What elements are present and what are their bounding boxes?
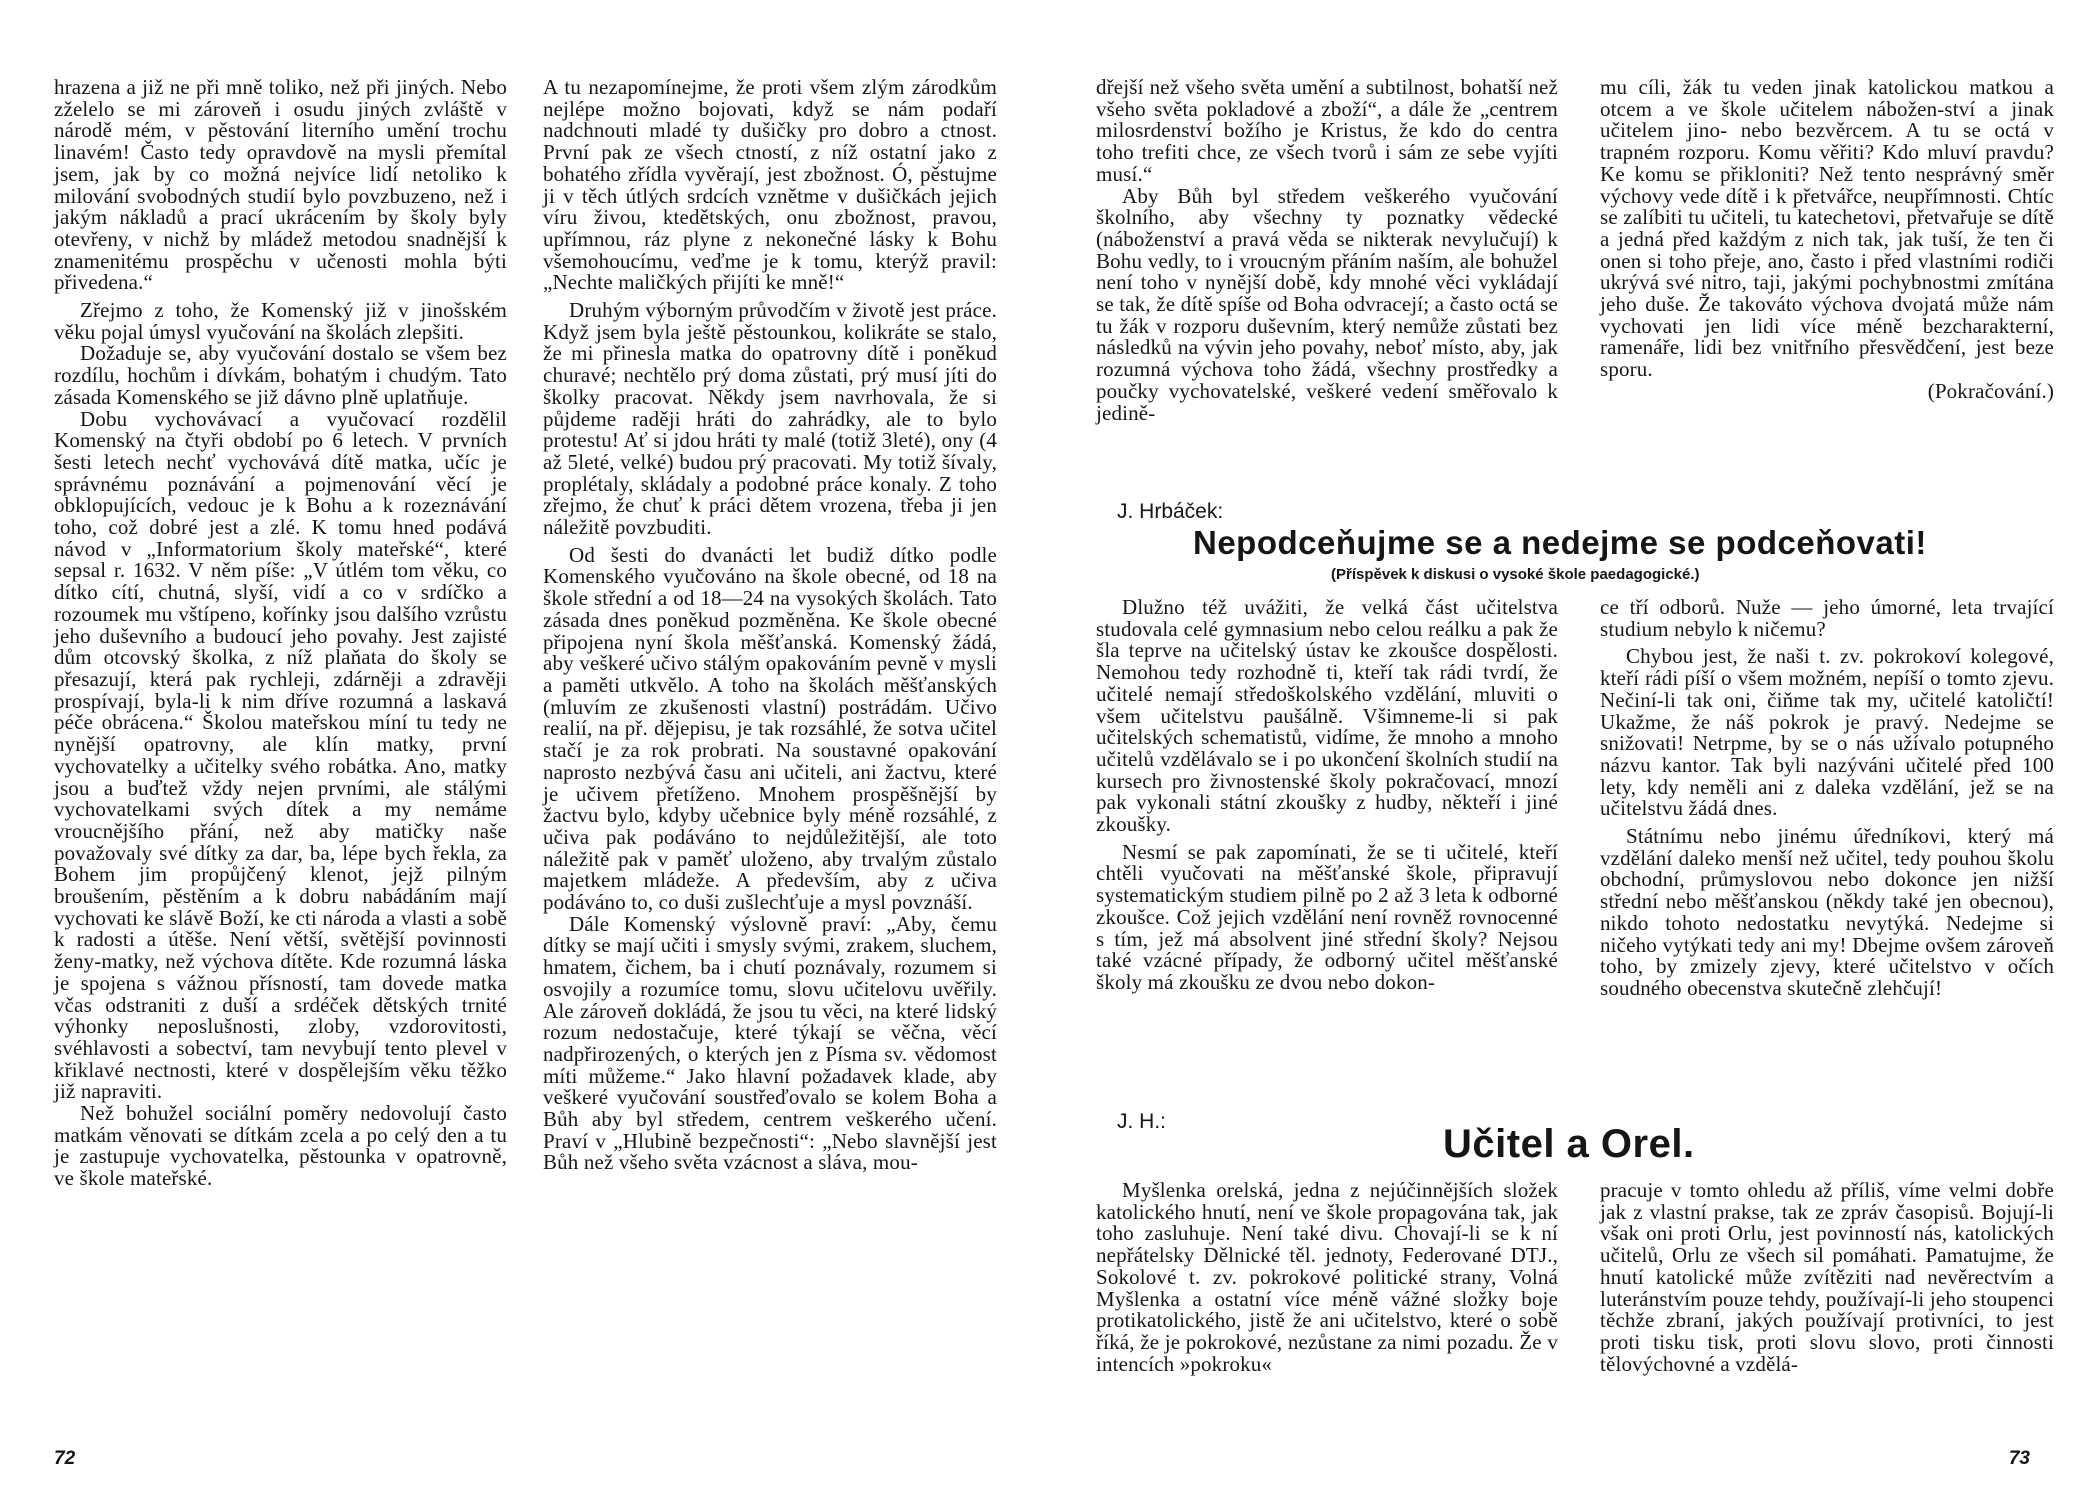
left-column-1 <box>54 77 507 1190</box>
paragraph: Myšlenka orelská, jedna z nejúčinnějších složek katolického hnutí, není ve škole propagována tak, jak toho zasluhuje. Není také divu. Chovají-li se k ní nepřátelsky Dělnické těl. jednoty, Federované DTJ., Sokolové t. zv. pokrokové politické strany, Volná Myšlenka a ostatní více méně vážné složky boje protikatolického, jistě že ani učitelstvo, které o sobě říká, že je pokrokové, nezůstane za nimi pozadu. Že v intencích »pokroku« <box>1096 1178 1558 1376</box>
article3-column-1 <box>1096 1180 1558 1375</box>
paragraph: Nesmí se pak zapomínati, že se ti učitelé, kteří chtěli vyučovati na měšťanské škole, připravují systematickým studiem pilně po 2 až 3 leta k odborné zkoušce. Což jejich vzdělání není rovněž rovnocenné s tím, jež má absolvent jiné střední školy? Nejsou také vzácné případy, že odborný učitel měšťanské školy má zkoušku ze dvou nebo dokon- <box>1096 839 1558 994</box>
paragraph: Státnímu nebo jinému úředníkovi, který má vzdělání daleko menší než učitel, tedy pouhou školu obchodní, průmyslovou nebo dokonce jen nižší střední nebo měšťanskou (někdy také jen obecnou), nikdo tohoto nedostatku nevytýká. Nedejme si ničeho vytýkati tedy ani my! Dbejme ovšem zároveň toho, by zmizely zjevy, které učitelstvo v očích soudného obecenstva skutečně zlehčují! <box>1600 824 2054 1000</box>
right-column-1 <box>1096 77 1558 424</box>
right-column-2 <box>1600 77 2054 403</box>
paragraph: mu cíli, žák tu veden jinak katolickou matkou a otcem a ve škole učitelem nábožen-ství a jinak učitelem jino- nebo bezvěrcem. A tu se octá v trapném rozporu. Komu věřiti? Kdo mluví pravdu? Ke komu se přikloniti? Než tento nesprávný směr výchovy vede dítě i k přetvářce, neupřímnosti. Chtíc se zalíbiti tu učiteli, tu katechetovi, přetvařuje se dítě a jedná před každým z nich tak, jak tuší, že ten či onen si toho přeje, ano, často i před vlastními rodiči ukrývá své nitro, taji, jakými pochybnostmi zmítána jeho duše. Že takováto výchova dvojatá může nám vychovati jen lidi více méně bezcharakterní, ramenáře, lidi bez vnitřního přesvědčení, jest beze sporu. <box>1600 75 2054 382</box>
paragraph: Dobu vychovávací a vyučovací rozdělil Komenský na čtyři období po 6 letech. V prvních šesti letech nechť vychovává dítě matka, učíc je správnému poznávání a pojmenování věcí je obklopujících, vedouc je k Bohu a k rozeznávání toho, což dobré jest a zlé. K tomu hned podává návod v „Informatorium školy mateřské“, které sepsal r. 1632. V něm píše: „V útlém tom věku, co dítko cítí, chutná, slyší, vidí a co v srdíčko a rozoumek mu vštípeno, kořínky jsou dalšího vzrůstu jeho duševního a budoucí jeho povahy. Jest zajisté dům otcovský školka, z níž plaňata do školy se přesazují, která pak rychleji, zdárněji a zdravěji prospívají, byla-li k nim dříve rozumná a laskavá péče obrácena.“ Školou mateřskou míní tu tedy ne nynější opatrovny, ale klín matky, první vychovatelky a učitelky svého robátka. Ano, matky jsou a buďtež vždy nejen prvními, ale stálými vychovatelkami svých dítek a my nemáme vroucnějšího přání, než aby matičky naše považovaly své dítky za dar, ba, lépe bych řekla, za Bohem jim propůjčený klenot, jejž pilným broušením, pěstěním a k dobru nabádáním mají vychovati ke slávě Boží, ke cti národa a vlasti a sobě k radosti a útěše. Není větší, světější povinnosti ženy-matky, než výchova dítěte. Kde rozumná láska je spojena s vážnou přísností, tam dovede matka včas odstraniti z duší a srdéček dětských trnité výhonky neposlušnosti, zloby, vzdorovitosti, svéhlavosti a sobectví, tam nevybují tento plevel v křiklavé nectnosti, které v dospělejším věku těžko již napraviti. <box>54 406 507 1104</box>
paragraph: Dožaduje se, aby vyučování dostalo se všem bez rozdílu, hochům i dívkám, bohatým i chudým. Tato zásada Komenského se již dávno plně uplatňuje. <box>54 341 507 409</box>
paragraph: ce tří odborů. Nuže — jeho úmorné, leta trvající studium nebylo k ničemu? <box>1600 595 2054 641</box>
paragraph: A tu nezapomínejme, že proti všem zlým zárodkům nejlépe možno bojovati, když se nám podaří nadchnouti mladé ty dušičky pro dobro a ctnost. První pak ze všech ctností, z níž ostatní jako z bohatého zřídla vyvěrají, jest zbožnost. Ó, pěstujme ji v těch útlých srdcích vznětme v dušičkách jejich víru živou, ktedětských, onu zbožnost, pravou, upřímnou, ráz plyne z nekonečné lásky k Bohu všemohoucímu, veďme je k tomu, kterýž pravil: „Nechte maličkých přijíti ke mně!“ <box>543 75 997 295</box>
page-73 <box>1043 0 2086 1500</box>
article-byline: J. H.: <box>1117 1110 1167 1133</box>
paragraph: pracuje v tomto ohledu až příliš, víme velmi dobře jak z vlastní prakse, tak ze zpráv časopisů. Bojují-li však oni proti Orlu, jest povinností nás, katolických učitelů, Orlu ze všech sil pomáhati. Pamatujme, že hnutí katolické může zvítěziti nad nevěrectvím a luteránstvím pouze tehdy, používají-li jeho stoupenci těchže zbraní, jakých používají protivníci, to jest proti tisku tisk, proti slovu slovo, proti činnosti tělovýchovné a vzdělá- <box>1600 1178 2054 1376</box>
paragraph: Dlužno též uvážiti, že velká část učitelstva studovala celé gymnasium nebo celou reálku a pak že šla teprve na učitelský ústav ke zkoušce dospělosti. Nemohou tedy rozhodně ti, kteří tak rádi tvrdí, že učitelé nemají středoškolského vzdělání, mluviti o všem učitelstvu paušálně. Všimneme-li si pak učitelských schematistů, vidíme, že mnoho a mnoho učitelů vzdělávalo se i po ukončení školních studií na kursech pro živnostenské školy pokračovací, mnozí pak vykonali státní zkoušky z hudby, někteří i jiné zkoušky. <box>1096 595 1558 837</box>
continued-note: (Pokračování.) <box>1927 378 2054 403</box>
paragraph: Od šesti do dvanácti let budiž dítko podle Komenského vyučováno na škole obecné, od 18 na škole střední a od 18—24 na vysokých školách. Tato zásada dnes poněkud pozměněna. Ke škole obecné připojena nyní škola měšťanská. Komenský žádá, aby veškeré učivo stálým opakováním pevně v mysli a paměti utkvělo. A toho na školách měšťanských (mluvím ze zkušenosti vlastní) postrádám. Učivo realií, na př. dějepisu, je tak rozsáhlé, že sotva učitel stačí je za rok probrati. Na soustavné opakování naprosto nezbývá času ani učiteli, ani žactvu, které je učivem přetíženo. Mnohem prospěšnější by žactvu bylo, kdyby učebnice byly méně rozsáhlé, z učiva pak podáváno to nejdůležitější, ale toto náležitě pak v paměť uloženo, aby trvalým zůstalo majetkem mládeže. A především, aby z učiva podáváno to, co duši zušlechťuje a mysl povznáší. <box>543 542 997 915</box>
page-number-left: 72 <box>54 1448 76 1469</box>
article2-column-1 <box>1096 597 1558 994</box>
paragraph: Než bohužel sociální poměry nedovolují často matkám věnovati se dítkám zcela a po celý den a tu je zastupuje vychovatelka, pěstounka v opatrovně, ve škole mateřské. <box>54 1101 507 1191</box>
page-number-right: 73 <box>2008 1448 2030 1469</box>
article-title: Učitel a Orel. <box>1443 1122 1695 1166</box>
article2-column-2 <box>1600 597 2054 1000</box>
article-byline: J. Hrbáček: <box>1117 500 1224 523</box>
paragraph: Dále Komenský výslovně praví: „Aby, čemu dítky se mají učiti i smysly svými, zrakem, sluchem, hmatem, čichem, ba i chutí poznávaly, rozumem si osvojily a rozumíce tomu, slovu učitelovu uvěřily. Ale zároveň dokládá, že jsou tu věci, na které lidský rozum nedostačuje, které týkají se věčna, věcí nadpřirozených, o kterých jen z Písma sv. vědomost míti můžeme.“ Jako hlavní požadavek klade, aby veškeré vyučování soustřeďovalo se kolem Boha a Bůh aby byl středem, centrem veškerého učení. Praví v „Hlubině bezpečnosti“: „Nebo slavnější jest Bůh než všeho světa vzácnost a sláva, mou- <box>543 911 997 1175</box>
paragraph: dřejší než všeho světa umění a subtilnost, bohatší než všeho světa pokladové a zboží“, a dále že „centrem milosrdenství božího je Kristus, že kdo do centra toho trefiti chce, ze všech tvorů i sám ze sebe vyjíti musí.“ <box>1096 75 1558 186</box>
paragraph: Zřejmo z toho, že Komenský již v jinošském věku pojal úmysl vyučování na školách zlepšiti. <box>54 298 507 344</box>
left-column-2 <box>543 77 997 1174</box>
article3-column-2 <box>1600 1180 2054 1375</box>
article-title: Nepodceňujme se a nedejme se podceňovati! <box>1193 524 1927 561</box>
article-subtitle: (Příspěvek k diskusi o vysoké škole paedagogické.) <box>1331 566 1700 583</box>
paragraph: hrazena a již ne při mně toliko, než při jiných. Nebo zželelo se mi zároveň i osudu jiných zvláště v národě mém, v pěstování literního umění trochu linavém! Často tedy opravdově na mysli přemítal jsem, jak by co možná nejvíce lidí netoliko k milování svobodných studií bylo povzbuzeno, než i jakým nákladů a prací ukrácením by školy byly otevřeny, v nichž by mládež metodou snadnější k znamenitému prospěchu v učenosti mohla býti přivedena.“ <box>54 75 507 295</box>
paragraph: Druhým výborným průvodčím v životě jest práce. Když jsem byla ještě pěstounkou, kolikráte se stalo, že mi přinesla matka do opatrovny dítě i poněkud churavé; nechtělo prý doma zůstati, prý musí jíti do školky pracovat. Někdy jsem navrhovala, že si půjdeme raději hráti do zahrádky, ale to bylo protestu! Ať si jdou hráti ty malé (totiž 3leté), ony (4 až 5leté, velké) budou prý pracovati. My totiž šívaly, proplétaly, skládaly a podobné práce konaly. Z toho zřejmo, že chuť k práci dětem vrozena, třeba ji jen náležitě povzbuditi. <box>543 298 997 540</box>
paragraph: Chybou jest, že naši t. zv. pokrokoví kolegové, kteří rádi píší o všem možném, nepíší o tomto zjevu. Nečiní-li tak oni, čiňme tak my, učitelé katoličtí! Ukažme, že náš pokrok je pravý. Nedejme se snižovati! Netrpme, by se o nás užívalo potupného názvu kantor. Tak byli nazýváni učitelé před 100 lety, kdy neměli ani z daleka vzdělání, jež se na učitelstvu žádá dnes. <box>1600 644 2054 821</box>
paragraph: Aby Bůh byl středem veškerého vyučování školního, aby všechny ty poznatky vědecké (náboženství a pravá věda se nikterak nevylučují) k Bohu vedly, to i vroucným přáním naším, ale bohužel není toho v nynější době, kdy mnohé věci vykládají se tak, že dítě spíše od Boha odvracejí; a často octá se tu žák v rozporu duševním, který nemůže zůstati bez následků na vývin jeho povahy, neboť místo, aby, jak rozumná výchova toho žádá, všechny prostředky a poučky vychovatelské, veškeré vedení směřovalo k jedině- <box>1096 183 1558 425</box>
